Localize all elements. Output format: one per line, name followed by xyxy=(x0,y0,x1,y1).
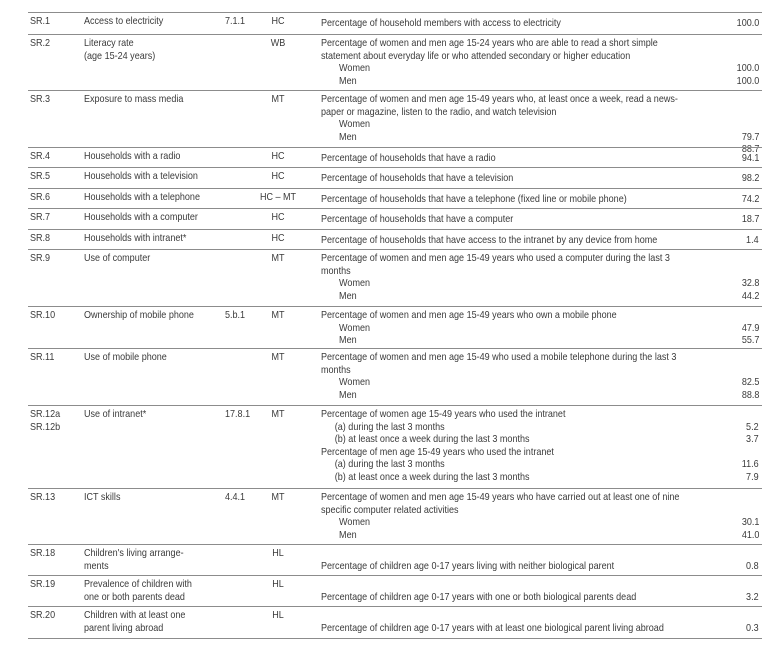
indicator-line: Literacy rate xyxy=(84,37,134,49)
indicator-definition xyxy=(321,193,627,206)
indicator-value: 30.1 xyxy=(741,516,759,529)
definition-line: Percentage of women and men age 15-24 years who are able to read a short simple xyxy=(321,37,658,49)
definition-line: Percentage of households that have a telephone (fixed line or mobile phone) xyxy=(321,193,627,205)
indicator-value: 18.7 xyxy=(741,213,759,225)
indicator-code xyxy=(30,609,55,622)
definition-line: Women xyxy=(339,277,371,290)
indicator-code xyxy=(30,93,50,106)
indicator-code xyxy=(30,170,50,183)
indicator-definition xyxy=(321,172,513,185)
indicator-definition xyxy=(321,408,565,484)
definition-line: Percentage of households that have a radio xyxy=(321,152,496,164)
table-row xyxy=(28,12,762,35)
code-line: SR.8 xyxy=(30,232,51,244)
definition-line: Percentage of children age 0-17 years with at least one biological parent living abroad xyxy=(321,622,664,634)
indicator-code xyxy=(30,150,50,163)
definition-line: Percentage of women and men age 15-49 years who have carried out at least one of nine xyxy=(321,491,680,503)
module-code: MT xyxy=(271,408,285,420)
module-code: HC – MT xyxy=(259,191,297,203)
indicator-line: Households with a telephone xyxy=(84,191,200,203)
indicator-definition xyxy=(321,560,614,573)
module-code: HC xyxy=(271,232,285,244)
indicator-value: 94.1 xyxy=(741,152,759,164)
indicator-code xyxy=(30,578,55,591)
indicator-definition xyxy=(321,17,561,30)
module-code: MT xyxy=(271,351,285,363)
code-line: SR.12a xyxy=(30,408,61,420)
code-line: SR.7 xyxy=(30,211,51,223)
indicator-value: 74.2 xyxy=(741,193,759,205)
indicator-value: 100.0 xyxy=(736,17,759,29)
indicator-line: Ownership of mobile phone xyxy=(84,309,194,321)
table-row xyxy=(28,405,762,489)
indicator-code xyxy=(30,309,55,322)
indicator-line: Prevalence of children with xyxy=(84,578,192,590)
module-code: HC xyxy=(271,15,285,27)
indicator-name xyxy=(84,491,120,504)
module-code: MT xyxy=(271,252,285,264)
indicator-definition xyxy=(321,93,678,143)
table-row xyxy=(28,606,762,639)
indicator-name xyxy=(84,547,184,572)
indicator-definition xyxy=(321,252,670,302)
indicator-name xyxy=(84,232,186,245)
code-line: SR.20 xyxy=(30,609,56,621)
definition-line: Women xyxy=(339,321,371,334)
indicator-value: 3.2 xyxy=(746,591,759,603)
indicator-value: 100.0 xyxy=(736,62,759,75)
indicator-line: one or both parents dead xyxy=(84,590,185,603)
indicator-line: parent living abroad xyxy=(84,621,164,634)
indicator-line: Use of intranet* xyxy=(84,408,147,420)
indicator-line: Exposure to mass media xyxy=(84,93,184,105)
indicator-value: 98.2 xyxy=(741,172,759,184)
indicator-name xyxy=(84,609,185,634)
indicator-value: 47.9 xyxy=(741,321,759,334)
table-row xyxy=(28,249,762,307)
indicator-line: Households with intranet* xyxy=(84,232,187,244)
module-code: HL xyxy=(272,609,284,621)
sdg-reference: 4.4.1 xyxy=(225,491,246,503)
definition-line: Percentage of women and men age 15-49 years who used a computer during the last 3 xyxy=(321,252,670,264)
code-line: SR.11 xyxy=(30,351,55,363)
indicator-definition xyxy=(321,234,657,247)
indicator-code xyxy=(30,211,50,224)
indicator-value: 0.8 xyxy=(746,560,759,572)
indicator-line: ICT skills xyxy=(84,491,121,503)
indicator-line: Access to electricity xyxy=(84,15,164,27)
code-line: SR.1 xyxy=(30,15,51,27)
code-line: SR.18 xyxy=(30,547,56,559)
sdg-reference: 5.b.1 xyxy=(225,309,246,321)
module-code: HC xyxy=(271,211,285,223)
definition-line: Men xyxy=(339,334,357,347)
module-code: MT xyxy=(271,93,285,105)
indicator-line: Use of mobile phone xyxy=(84,351,167,363)
code-line: SR.2 xyxy=(30,37,51,49)
definition-line: Women xyxy=(339,62,371,75)
definition-line: Percentage of households that have a computer xyxy=(321,213,514,225)
code-line: SR.9 xyxy=(30,252,51,264)
definition-line: Men xyxy=(339,528,357,541)
definition-line: Percentage of household members with access to electricity xyxy=(321,17,561,29)
definition-line: Women xyxy=(339,516,371,529)
indicator-name xyxy=(84,15,163,28)
indicator-definition xyxy=(321,309,617,347)
indicator-definition xyxy=(321,591,636,604)
code-line: SR.4 xyxy=(30,150,51,162)
sdg-reference: 7.1.1 xyxy=(225,15,246,27)
indicator-value: 32.8 xyxy=(741,277,759,290)
indicator-value: 55.7 xyxy=(741,334,759,347)
definition-line: Percentage of women age 15-49 years who used the intranet xyxy=(321,408,566,420)
definition-line: Percentage of women and men age 15-49 years who, at least once a week, read a news- xyxy=(321,93,678,105)
indicator-line: Households with a radio xyxy=(84,150,181,162)
indicator-value: 79.7 xyxy=(741,130,759,143)
table-row xyxy=(28,208,762,230)
indicator-value: 44.2 xyxy=(741,289,759,302)
indicator-line: Use of computer xyxy=(84,252,151,264)
indicator-name xyxy=(84,309,194,322)
indicator-line: Children's living arrange- xyxy=(84,547,184,559)
indicator-name xyxy=(84,150,180,163)
indicator-line: ments xyxy=(84,559,109,572)
definition-line: paper or magazine, listen to the radio, and watch television xyxy=(321,105,557,118)
indicator-line: Children with at least one xyxy=(84,609,186,621)
indicator-value: 82.5 xyxy=(741,376,759,389)
table-row xyxy=(28,488,762,545)
indicator-value: 88.8 xyxy=(741,388,759,401)
indicator-value: 1.4 xyxy=(746,234,759,246)
table-row xyxy=(28,348,762,406)
definition-line: Percentage of women and men age 15-49 years who own a mobile phone xyxy=(321,309,617,321)
module-code: HL xyxy=(272,547,284,559)
indicator-code xyxy=(30,232,50,245)
definition-line: Men xyxy=(339,130,357,143)
definition-line: Percentage of children age 0-17 years with one or both biological parents dead xyxy=(321,591,637,603)
indicator-code xyxy=(30,191,50,204)
indicator-line: Households with a television xyxy=(84,170,198,182)
code-line: SR.10 xyxy=(30,309,56,321)
indicator-name xyxy=(84,37,155,62)
module-code: MT xyxy=(271,309,285,321)
indicator-value: 7.9 xyxy=(746,471,759,483)
indicator-name xyxy=(84,252,150,265)
indicator-name xyxy=(84,93,183,106)
definition-line: Men xyxy=(339,289,357,302)
code-line: SR.19 xyxy=(30,578,56,590)
indicator-line: Households with a computer xyxy=(84,211,198,223)
indicator-value: 5.2 xyxy=(746,420,759,433)
definition-line: (b) at least once a week during the last 3 months xyxy=(334,470,530,483)
definition-line: statement about everyday life or who attended secondary or higher education xyxy=(321,49,631,62)
definition-line: Percentage of women and men age 15-49 who used a mobile telephone during the last 3 xyxy=(321,351,677,363)
definition-line: (b) at least once a week during the last 3 months xyxy=(334,433,530,446)
indicator-definition xyxy=(321,152,496,165)
sdg-reference: 17.8.1 xyxy=(225,408,251,420)
indicator-name xyxy=(84,170,198,183)
code-line: SR.3 xyxy=(30,93,51,105)
indicator-value: 11.6 xyxy=(742,458,759,471)
definition-line: (a) during the last 3 months xyxy=(334,458,445,471)
definition-line: Percentage of children age 0-17 years living with neither biological parent xyxy=(321,560,615,572)
table-row xyxy=(28,167,762,189)
definition-line: Percentage of households that have a television xyxy=(321,172,514,184)
indicator-definition xyxy=(321,37,658,87)
indicator-code xyxy=(30,491,55,504)
definition-line: (a) during the last 3 months xyxy=(334,420,445,433)
indicator-code xyxy=(30,252,50,265)
indicator-line: (age 15-24 years) xyxy=(84,49,156,62)
indicator-code xyxy=(30,15,50,28)
code-line: SR.6 xyxy=(30,191,51,203)
indicator-value: 0.3 xyxy=(746,622,759,634)
indicator-code xyxy=(30,408,60,433)
definition-line: Men xyxy=(339,74,357,87)
table-row xyxy=(28,575,762,607)
indicator-code xyxy=(30,37,50,50)
table-row xyxy=(28,34,762,91)
definition-line: specific computer related activities xyxy=(321,503,459,516)
indicator-definition xyxy=(321,622,664,635)
definition-line: Women xyxy=(339,118,371,131)
module-code: MT xyxy=(271,491,285,503)
code-line: SR.13 xyxy=(30,491,56,503)
definition-line: Percentage of men age 15-49 years who used the intranet xyxy=(321,445,554,458)
table-row xyxy=(28,544,762,576)
indicator-code xyxy=(30,547,55,560)
indicator-definition xyxy=(321,213,513,226)
table-row xyxy=(28,306,762,349)
code-line: SR.5 xyxy=(30,170,51,182)
indicator-definition xyxy=(321,491,679,541)
indicator-name xyxy=(84,408,146,421)
table-row xyxy=(28,229,762,250)
indicator-value: 41.0 xyxy=(741,528,759,541)
module-code: WB xyxy=(270,37,286,49)
definition-line: Men xyxy=(339,388,357,401)
table-row xyxy=(28,147,762,168)
definition-line: months xyxy=(321,363,351,376)
indicator-value: 100.0 xyxy=(736,74,759,87)
indicator-name xyxy=(84,191,200,204)
module-code: HC xyxy=(271,170,285,182)
indicator-name xyxy=(84,578,192,603)
indicator-value: 3.7 xyxy=(746,433,759,446)
indicator-definition xyxy=(321,351,676,401)
indicator-name xyxy=(84,351,167,364)
table-row xyxy=(28,188,762,209)
module-code: HL xyxy=(272,578,284,590)
definition-line: Women xyxy=(339,376,371,389)
indicator-value: 88.7 xyxy=(741,143,759,156)
definition-line: Percentage of households that have access to the intranet by any device from home xyxy=(321,234,658,246)
indicator-name xyxy=(84,211,198,224)
code-line: SR.12b xyxy=(30,420,61,433)
indicator-code xyxy=(30,351,54,364)
module-code: HC xyxy=(271,150,285,162)
definition-line: months xyxy=(321,264,351,277)
